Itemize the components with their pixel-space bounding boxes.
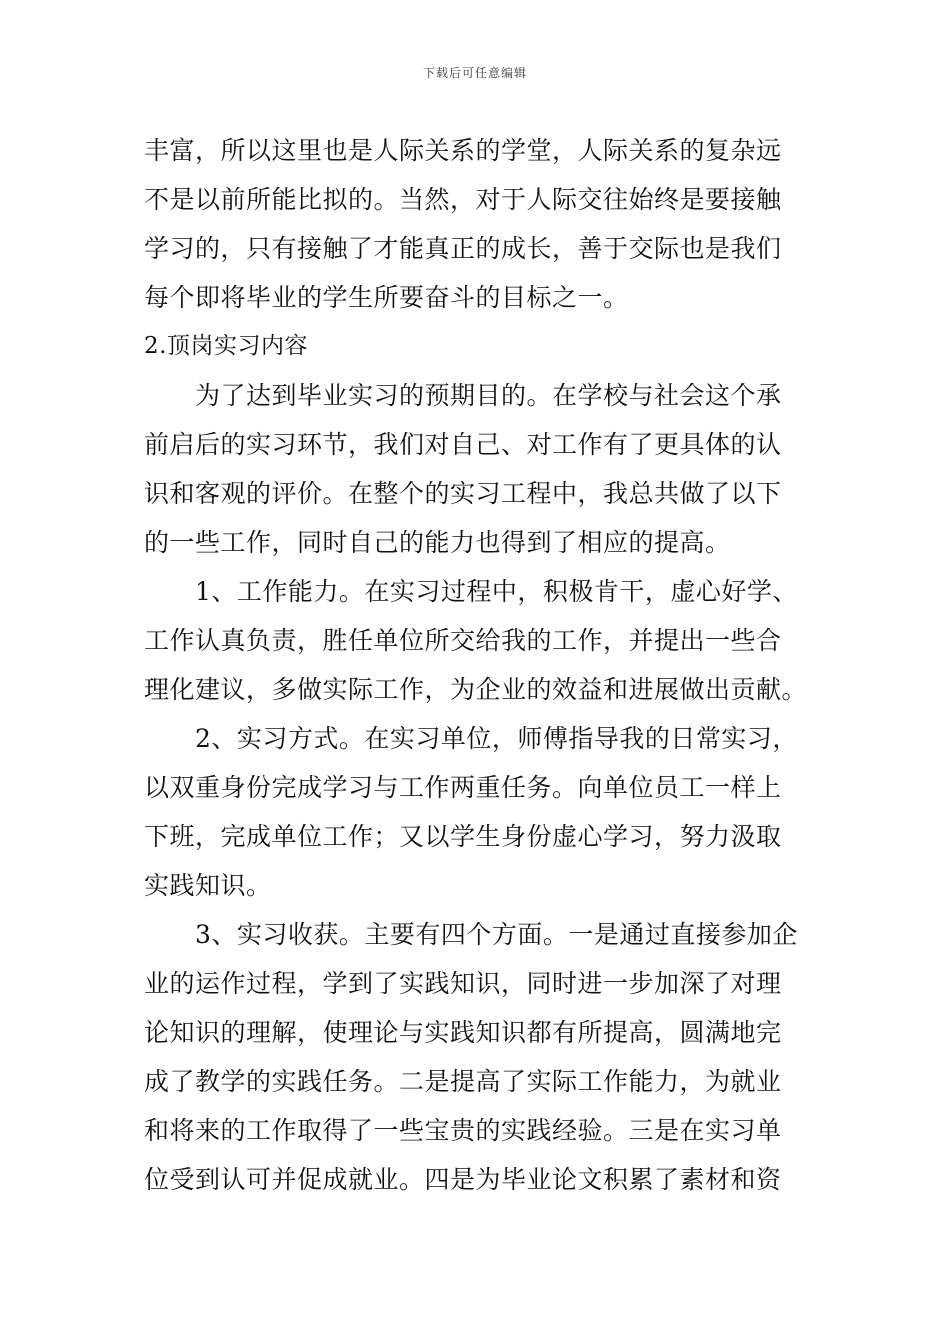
text-line: 成了教学的实践任务。二是提高了实际工作能力，为就业 xyxy=(144,1067,782,1096)
text-line: 丰富，所以这里也是人际关系的学堂，人际关系的复杂远 xyxy=(144,136,782,165)
text-line: 理化建议，多做实际工作，为企业的效益和进展做出贡献。 xyxy=(144,675,808,704)
text-line: 下班，完成单位工作；又以学生身份虚心学习，努力汲取 xyxy=(144,822,782,851)
text-line: 学习的，只有接触了才能真正的成长，善于交际也是我们 xyxy=(144,234,782,263)
text-line: 为了达到毕业实习的预期目的。在学校与社会这个承 xyxy=(195,381,782,410)
page-header: 下载后可任意编辑 xyxy=(422,66,527,80)
document-body xyxy=(144,126,810,1204)
text-line: 业的运作过程，学到了实践知识，同时进一步加深了对理 xyxy=(144,969,782,998)
text-line: 的一些工作，同时自己的能力也得到了相应的提高。 xyxy=(144,528,731,557)
text-line: 2、实习方式。在实习单位，师傅指导我的日常实习， xyxy=(195,724,798,753)
text-line: 3、实习收获。主要有四个方面。一是通过直接参加企 xyxy=(195,920,798,949)
section-heading: 2.顶岗实习内容 xyxy=(144,333,308,359)
text-line: 论知识的理解，使理论与实践知识都有所提高，圆满地完 xyxy=(144,1018,782,1047)
text-line: 实践知识。 xyxy=(144,871,272,900)
text-line: 1、工作能力。在实习过程中，积极肯干，虚心好学、 xyxy=(195,577,798,606)
text-line: 工作认真负责，胜任单位所交给我的工作，并提出一些合 xyxy=(144,626,782,655)
text-line: 以双重身份完成学习与工作两重任务。向单位员工一样上 xyxy=(144,773,782,802)
text-line: 位受到认可并促成就业。四是为毕业论文积累了素材和资 xyxy=(144,1165,782,1194)
text-line: 前启后的实习环节，我们对自己、对工作有了更具体的认 xyxy=(144,430,782,459)
text-line: 和将来的工作取得了一些宝贵的实践经验。三是在实习单 xyxy=(144,1116,782,1145)
text-line: 不是以前所能比拟的。当然，对于人际交往始终是要接触 xyxy=(144,185,782,214)
text-line: 每个即将毕业的学生所要奋斗的目标之一。 xyxy=(144,283,629,312)
text-line: 识和客观的评价。在整个的实习工程中，我总共做了以下 xyxy=(144,479,782,508)
